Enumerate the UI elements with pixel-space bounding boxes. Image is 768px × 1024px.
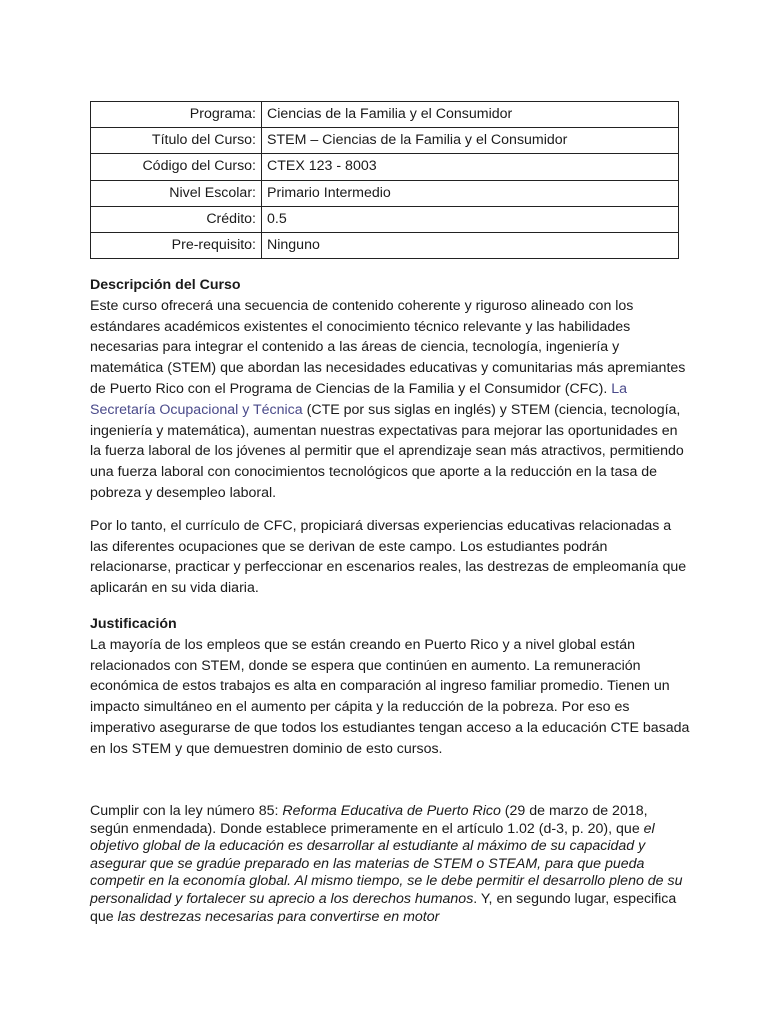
course-info-value: CTEX 123 - 8003 <box>262 154 679 180</box>
course-info-value: 0.5 <box>262 206 679 232</box>
course-info-table <box>90 101 679 259</box>
course-info-label: Programa: <box>91 102 262 128</box>
law-section <box>90 803 690 926</box>
course-info-label: Nivel Escolar: <box>91 180 262 206</box>
document-page <box>90 101 690 925</box>
course-description-section <box>90 275 690 599</box>
course-info-row <box>91 232 679 258</box>
course-description-paragraph-1: Este curso ofrecerá una secuencia de contenido coherente y riguroso alineado con los estándares académicos existentes el conocimiento técnico relevante y las habilidades necesarias para integrar el contenido a las áreas de ciencia, tecnología, ingeniería y matemática (STEM) que abordan las necesidades educativas y comunitarias más apremiantes de Puerto Rico con el Programa de Ciencias de la Familia y el Consumidor (CFC). La Secretaría Ocupacional y Técnica (CTE por sus siglas en inglés) y STEM (ciencia, tecnología, ingeniería y matemática), aumentan nuestras expectativas para mejorar las oportunidades en la fuerza laboral de los jóvenes al permitir que el aprendizaje sean más atractivos, permitiendo una fuerza laboral con conocimientos tecnológicos que aporte a la reducción en la tasa de pobreza y desempleo laboral. <box>90 297 686 501</box>
justification-paragraph: La mayoría de los empleos que se están creando en Puerto Rico y a nivel global están relacionados con STEM, donde se espera que continúen en aumento. La remuneración económica de estos trabajos es alta en comparación al ingreso familiar promedio. Tienen un impacto simultáneo en el aumento per cápita y la reducción de la pobreza. Por eso es imperativo asegurarse de que todos los estudiantes tengan acceso a la educación CTE basada en los STEM y que demuestren dominio de esto cursos. <box>90 636 690 757</box>
course-info-value: Ciencias de la Familia y el Consumidor <box>262 102 679 128</box>
law-paragraph: Cumplir con la ley número 85: Reforma Educativa de Puerto Rico (29 de marzo de 2018, según enmendada). Donde establece primeramente en el artículo 1.02 (d-3, p. 20), que el objetivo global de la educación es desarrollar al estudiante al máximo de su capacidad y asegurar que se gradúe preparado en las materias de STEM o STEAM, para que pueda competir en la economía global. Al mismo tiempo, se le debe permitir el desarrollo pleno de su personalidad y fortalecer su aprecio a los derechos humanos. Y, en segundo lugar, especifica que las destrezas necesarias para convertirse en motor <box>90 803 683 925</box>
course-description-paragraph-2: Por lo tanto, el currículo de CFC, propiciará diversas experiencias educativas relacionadas a las diferentes ocupaciones que se derivan de este campo. Los estudiantes podrán relacionarse, practicar y perfeccionar en escenarios reales, las destrezas de empleomanía que aplicarán en su vida diaria. <box>90 517 687 597</box>
course-info-row <box>91 180 679 206</box>
course-info-label: Título del Curso: <box>91 128 262 154</box>
justification-section <box>90 614 690 760</box>
course-description-heading: Descripción del Curso <box>90 277 241 293</box>
course-info-label: Código del Curso: <box>91 154 262 180</box>
course-info-value: Primario Intermedio <box>262 180 679 206</box>
justification-heading: Justificación <box>90 616 177 632</box>
course-info-row <box>91 102 679 128</box>
course-info-value: STEM – Ciencias de la Familia y el Consumidor <box>262 128 679 154</box>
course-info-value: Ninguno <box>262 232 679 258</box>
course-info-label: Pre-requisito: <box>91 232 262 258</box>
course-info-row <box>91 128 679 154</box>
cte-secretaria-link[interactable]: La Secretaría Ocupacional y Técnica <box>90 380 627 418</box>
course-info-row <box>91 154 679 180</box>
course-info-row <box>91 206 679 232</box>
course-info-label: Crédito: <box>91 206 262 232</box>
